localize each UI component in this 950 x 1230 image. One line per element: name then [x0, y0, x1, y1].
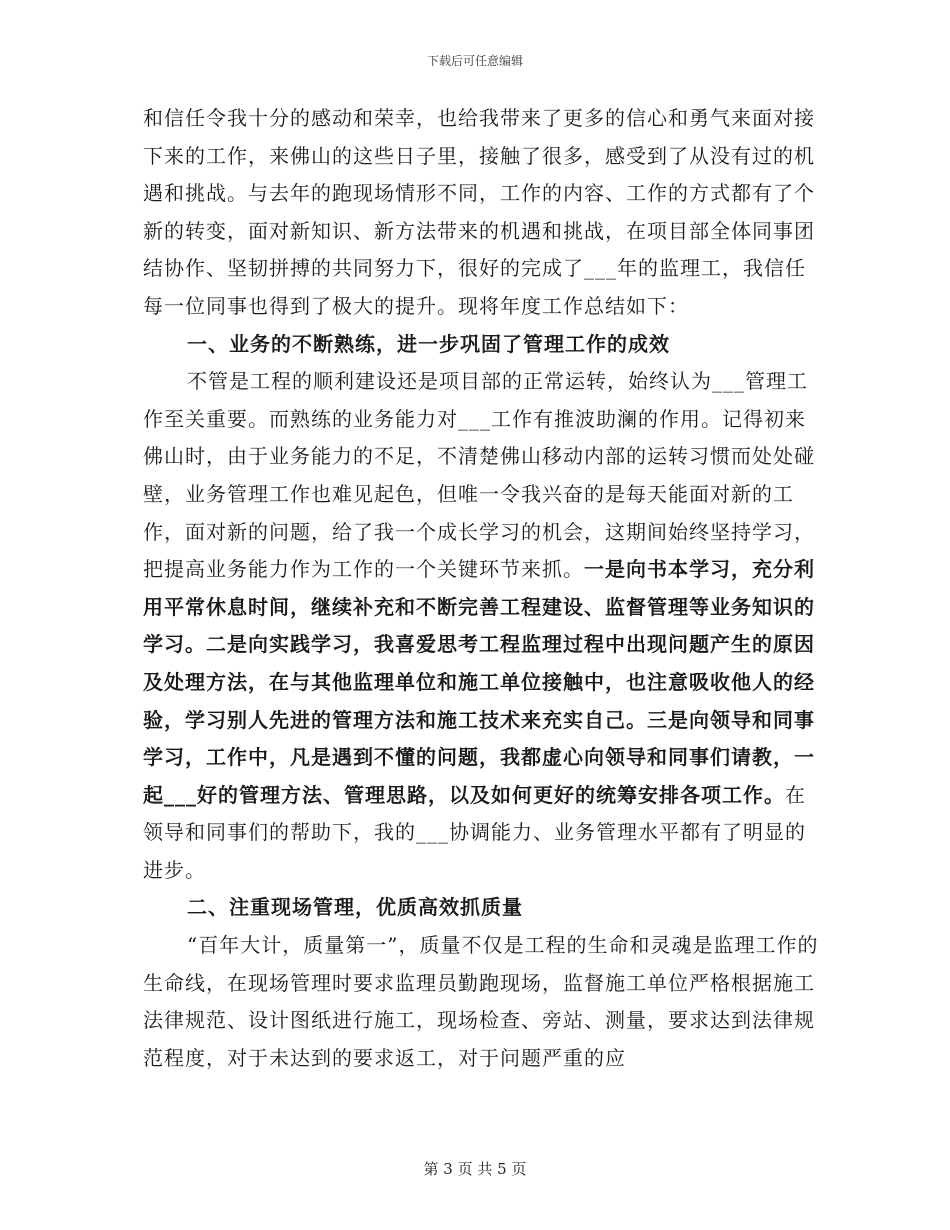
paragraph-business	[143, 363, 823, 889]
paragraph-business-text: 不管是工程的顺利建设还是项目部的正常运转，始终认为___管理工作至关重要。而熟练的业务能力对___工作有推波助澜的作用。记得初来佛山时，由于业务能力的不足，不清楚佛山移动内部的运转习惯而处处碰壁，业务管理工作也难见起色，但唯一令我兴奋的是每天能面对新的工作，面对新的问题，给了我一个成长学习的机会，这期间始终坚持学习，把提高业务能力作为工作的一个关键环节来抓。	[143, 369, 815, 582]
section-heading-2: 二、注重现场管理，优质高效抓质量	[187, 895, 523, 920]
page-header: 下载后可任意编辑	[426, 54, 523, 68]
paragraph-business-tail: 在领导和同事们的帮助下，我的___协调能力、业务管理水平都有了明显的进步。	[143, 782, 806, 882]
section-heading-1: 一、业务的不断熟练，进一步巩固了管理工作的成效	[187, 331, 670, 356]
page-number: 第 3 页 共 5 页	[423, 1160, 527, 1178]
paragraph-business-emphasis: 一是向书本学习，充分利用平常休息时间，继续补充和不断完善工程建设、监督管理等业务知识的学习。二是向实践学习，我喜爱思考工程监理过程中出现问题产生的原因及处理方法，在与其他监理单位和施工单位接触中，也注意吸收他人的经验，学习别人先进的管理方法和施工技术来充实自己。三是向领导和同事学习，工作中，凡是遇到不懂的问题，我都虚心向领导和同事们请教，一起___好的管理方法、管理思路，以及如何更好的统筹安排各项工作。	[143, 557, 815, 807]
document-body	[143, 100, 823, 1077]
paragraph-intro: 和信任令我十分的感动和荣幸，也给我带来了更多的信心和勇气来面对接下来的工作，来佛山的这些日子里，接触了很多，感受到了从没有过的机遇和挑战。与去年的跑现场情形不同，工作的内容、工作的方式都有了个新的转变，面对新知识、新方法带来的机遇和挑战，在项目部全体同事团结协作、坚韧拼搏的共同努力下，很好的完成了___年的监理工，我信任每一位同事也得到了极大的提升。现将年度工作总结如下：	[143, 106, 815, 318]
paragraph-quality: “百年大计，质量第一”，质量不仅是工程的生命和灵魂是监理工作的生命线，在现场管理时要求监理员勤跑现场，监督施工单位严格根据施工法律规范、设计图纸进行施工，现场检查、旁站、测量，要求达到法律规范程度，对于未达到的要求返工，对于问题严重的应	[143, 933, 819, 1070]
